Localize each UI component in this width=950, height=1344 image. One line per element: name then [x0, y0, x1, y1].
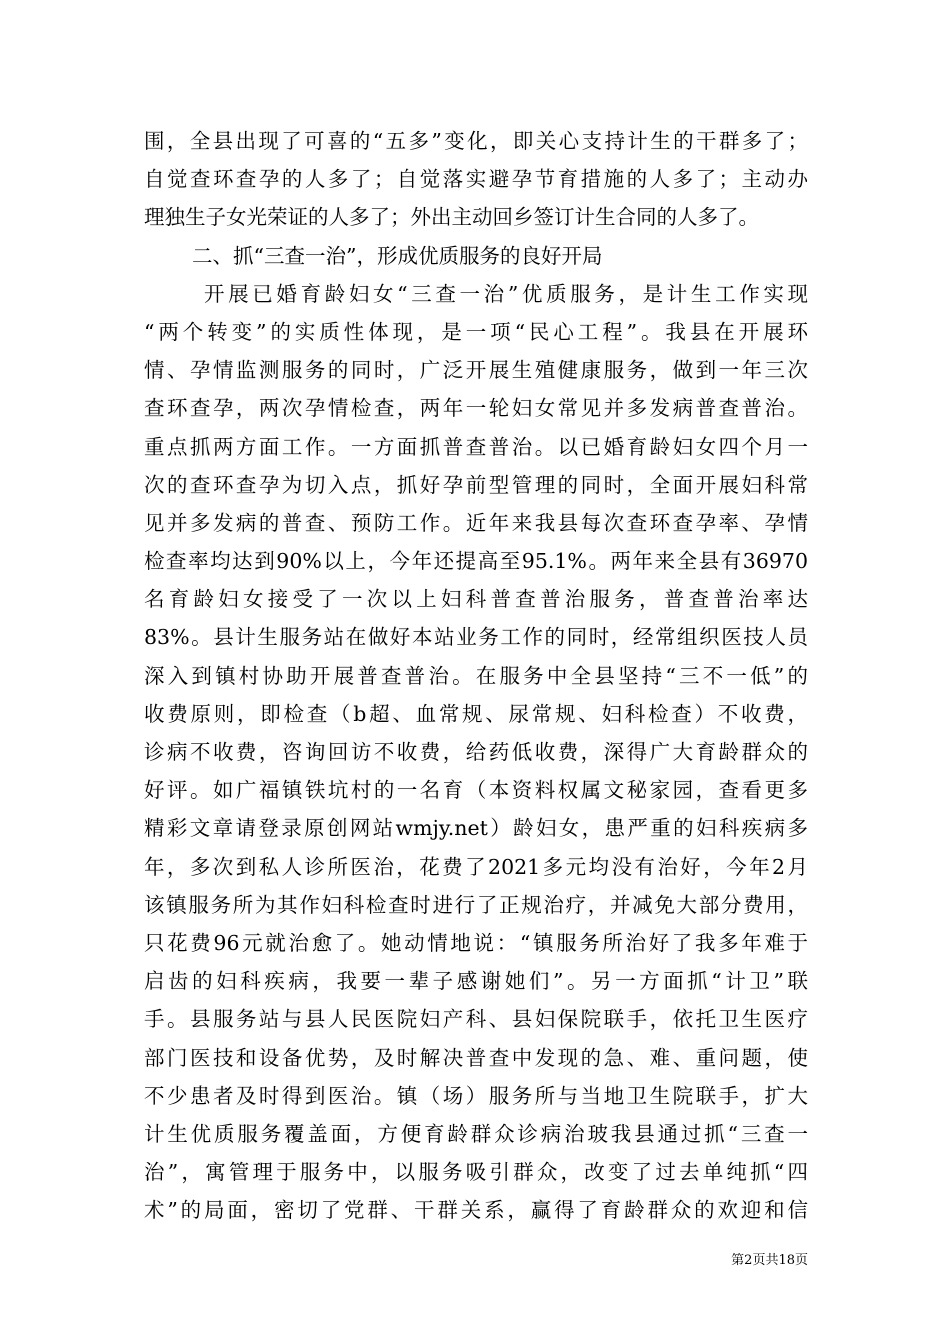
text-line: 手。县服务站与县人民医院妇产科、县妇保院联手，依托卫生医疗 — [144, 1007, 808, 1032]
text-line: 精彩文章请登录原创网站wmjy.net）龄妇女，患严重的妇科疾病多 — [144, 816, 808, 841]
text-line: 只花费96元就治愈了。她动情地说：“镇服务所治好了我多年难于 — [144, 930, 808, 955]
text-line: 83%。县计生服务站在做好本站业务工作的同时，经常组织医技人员 — [144, 625, 808, 650]
text-line: 情、孕情监测服务的同时，广泛开展生殖健康服务，做到一年三次 — [144, 358, 808, 383]
text-line: 治”，寓管理于服务中，以服务吸引群众，改变了过去单纯抓“四 — [144, 1160, 808, 1185]
text-line: 次的查环查孕为切入点，抓好孕前型管理的同时，全面开展妇科常 — [144, 472, 808, 497]
text-line: 重点抓两方面工作。一方面抓普查普治。以已婚育龄妇女四个月一 — [144, 434, 808, 459]
text-line: 理独生子女光荣证的人多了；外出主动回乡签订计生合同的人多了。 — [144, 205, 759, 230]
text-line: 启齿的妇科疾病，我要一辈子感谢她们”。另一方面抓“计卫”联 — [144, 969, 808, 994]
text-line: 检查率均达到90%以上，今年还提高至95.1%。两年来全县有36970 — [144, 549, 808, 574]
text-line: 收费原则，即检查（b超、血常规、尿常规、妇科检查）不收费， — [144, 701, 808, 726]
text-line: 见并多发病的普查、预防工作。近年来我县每次查环查孕率、孕情 — [144, 510, 808, 535]
text-line: 年，多次到私人诊所医治，花费了2021多元均没有治好，今年2月 — [144, 854, 808, 879]
text-line: 围，全县出现了可喜的“五多”变化，即关心支持计生的干群多了； — [144, 129, 808, 153]
text-line: 部门医技和设备优势，及时解决普查中发现的急、难、重问题，使 — [144, 1045, 808, 1070]
text-line: 自觉查环查孕的人多了；自觉落实避孕节育措施的人多了；主动办 — [144, 167, 808, 192]
text-line: 不少患者及时得到医治。镇（场）服务所与当地卫生院联手，扩大 — [144, 1083, 808, 1108]
text-line: “两个转变”的实质性体现，是一项“民心工程”。我县在开展环 — [144, 319, 808, 344]
text-line: 好评。如广福镇铁坑村的一名育（本资料权属文秘家园，查看更多 — [144, 778, 808, 803]
page-number: 第2页共18页 — [731, 1253, 808, 1268]
text-line: 计生优质服务覆盖面，方便育龄群众诊病治玻我县通过抓“三查一 — [144, 1121, 808, 1146]
text-line: 术”的局面，密切了党群、干群关系，赢得了育龄群众的欢迎和信 — [144, 1198, 808, 1223]
text-line: 开展已婚育龄妇女“三查一治”优质服务，是计生工作实现 — [204, 281, 808, 306]
text-line: 该镇服务所为其作妇科检查时进行了正规治疗，并减免大部分费用， — [144, 892, 808, 917]
section-heading: 二、抓“三查一治”，形成优质服务的良好开局 — [192, 243, 603, 268]
text-line: 名育龄妇女接受了一次以上妇科普查普治服务，普查普治率达 — [144, 587, 808, 612]
text-line: 诊病不收费，咨询回访不收费，给药低收费，深得广大育龄群众的 — [144, 740, 808, 764]
text-line: 深入到镇村协助开展普查普治。在服务中全县坚持“三不一低”的 — [144, 663, 808, 688]
document-body — [144, 122, 808, 1229]
text-line: 查环查孕，两次孕情检查，两年一轮妇女常见并多发病普查普治。 — [144, 396, 808, 421]
